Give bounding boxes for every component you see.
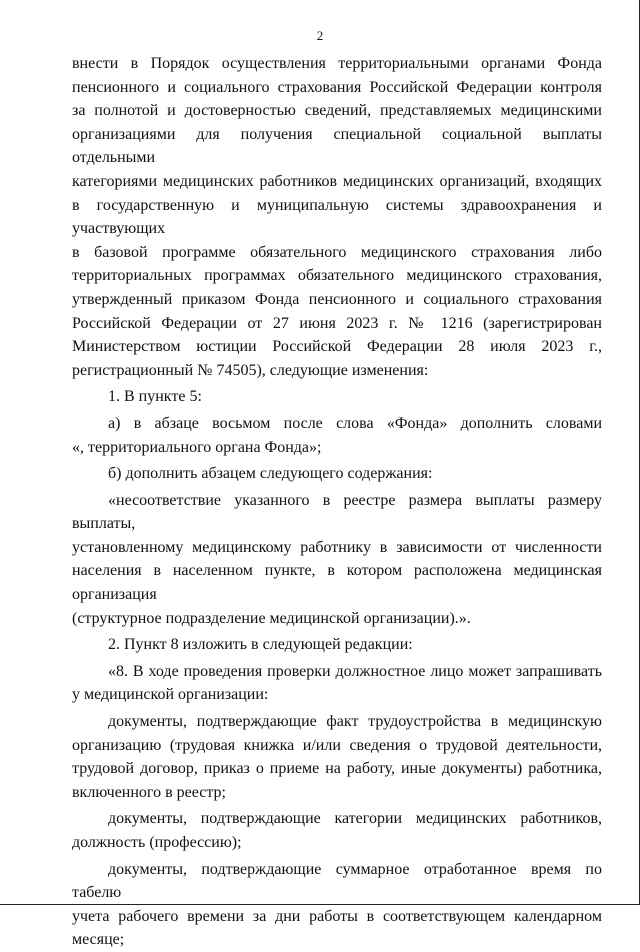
text-line: организацию (трудовая книжка и/или сведения о трудовой деятельности, (72, 736, 602, 754)
text-line: документы, подтверждающие суммарное отработанное время по табелю (72, 860, 602, 902)
text-line: территориальных программах обязательного медицинского страхования, (72, 267, 602, 285)
page-number: 2 (316, 28, 324, 43)
text-line: регистрационный № 74505), следующие изменения: (72, 361, 429, 379)
text-line: пенсионного и социального страхования Российской Федерации контроля (72, 78, 602, 96)
text-line: внести в Порядок осуществления территориальными органами Фонда (72, 55, 602, 72)
text-line: 2. Пункт 8 изложить в следующей редакции: (108, 636, 413, 654)
text-line: в государственную и муниципальную системы здравоохранения и участвующих (72, 196, 602, 238)
text-line: организациями для получения специальной социальной выплаты отдельными (72, 125, 602, 167)
text-line: у медицинской организации: (72, 686, 269, 704)
text-line: б) дополнить абзацем следующего содержания: (108, 465, 433, 483)
text-line: документы, подтверждающие факт трудоустройства в медицинскую (108, 713, 602, 731)
text-line: Министерством юстиции Российской Федерации 28 июля 2023 г., (72, 338, 602, 356)
text-line: документы, подтверждающие категории медицинских работников, (108, 810, 602, 828)
text-line: (структурное подразделение медицинской организации).». (72, 609, 471, 627)
text-line: «8. В ходе проведения проверки должностное лицо может запрашивать (108, 662, 602, 680)
text-line: категориями медицинских работников медицинских организаций, входящих (72, 172, 602, 190)
text-line: «несоответствие указанного в реестре размера выплаты размеру выплаты, (72, 491, 602, 533)
text-line: «, территориального органа Фонда»; (72, 438, 322, 456)
text-line: установленному медицинскому работнику в зависимости от численности (72, 538, 602, 556)
text-line: утвержденный приказом Фонда пенсионного и социального страхования (72, 290, 602, 308)
text-line: трудовой договор, приказ о приеме на работу, иные документы) работника, (72, 760, 602, 778)
text-line: Российской Федерации от 27 июня 2023 г. № 1216 (зарегистрирован (72, 314, 602, 332)
text-line: 1. В пункте 5: (108, 388, 202, 406)
document-body (72, 52, 602, 952)
text-line: включенного в реестр; (72, 783, 226, 801)
text-line: населения в населенном пункте, в котором расположена медицинская организация (72, 562, 602, 604)
text-line: должность (профессию); (72, 834, 242, 851)
text-line: в базовой программе обязательного медицинского страхования либо (72, 243, 602, 261)
text-line: за полнотой и достоверностью сведений, представляемых медицинскими (72, 102, 602, 120)
text-line: а) в абзаце восьмом после слова «Фонда» дополнить словами (108, 414, 602, 432)
text-line: учета рабочего времени за дни работы в соответствующем календарном месяце; (72, 907, 602, 949)
